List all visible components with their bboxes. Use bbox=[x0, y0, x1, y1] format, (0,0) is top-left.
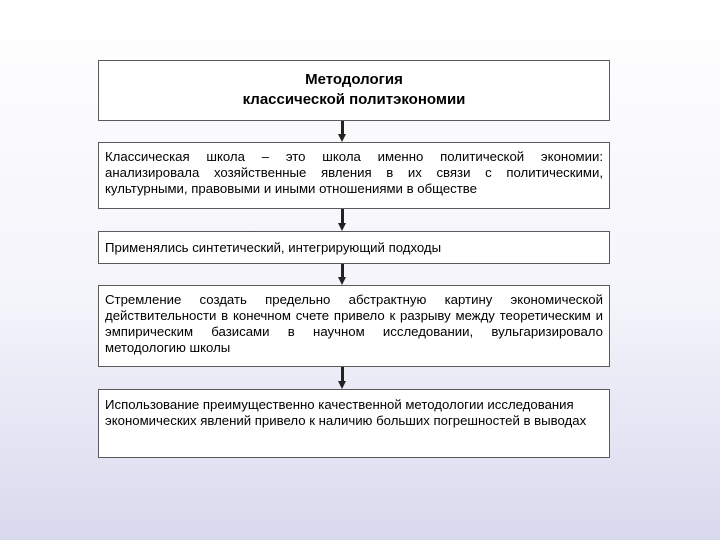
arrow-2 bbox=[338, 209, 347, 231]
box-abstraction-text: Стремление создать предельно абстрактную картину экономической действительности в конечном счете привело к разрыву между теоретическим и эмпирическим базисами в научном исследовании, вульгаризировало методологию школы bbox=[105, 292, 603, 355]
box-qualitative-methods bbox=[98, 389, 610, 458]
title-line-1: Методология bbox=[305, 71, 403, 88]
box-approaches bbox=[98, 231, 610, 264]
title-box bbox=[98, 60, 610, 121]
box-classical-school-text: Классическая школа – это школа именно политической экономии: анализировала хозяйственные явления в их связи с политическими, культурными, правовыми и иными отношениями в обществе bbox=[105, 149, 603, 196]
box-abstraction bbox=[98, 285, 610, 367]
box-classical-school bbox=[98, 142, 610, 209]
arrow-1 bbox=[338, 121, 347, 142]
title-line-2: классической политэкономии bbox=[242, 91, 466, 108]
box-qualitative-methods-text: Использование преимущественно качественной методологии исследования экономических явлений привело к наличию больших погрешностей в выводах bbox=[105, 397, 587, 428]
arrow-3 bbox=[338, 264, 347, 285]
arrow-4 bbox=[338, 367, 347, 389]
box-approaches-text: Применялись синтетический, интегрирующий подходы bbox=[105, 240, 442, 255]
